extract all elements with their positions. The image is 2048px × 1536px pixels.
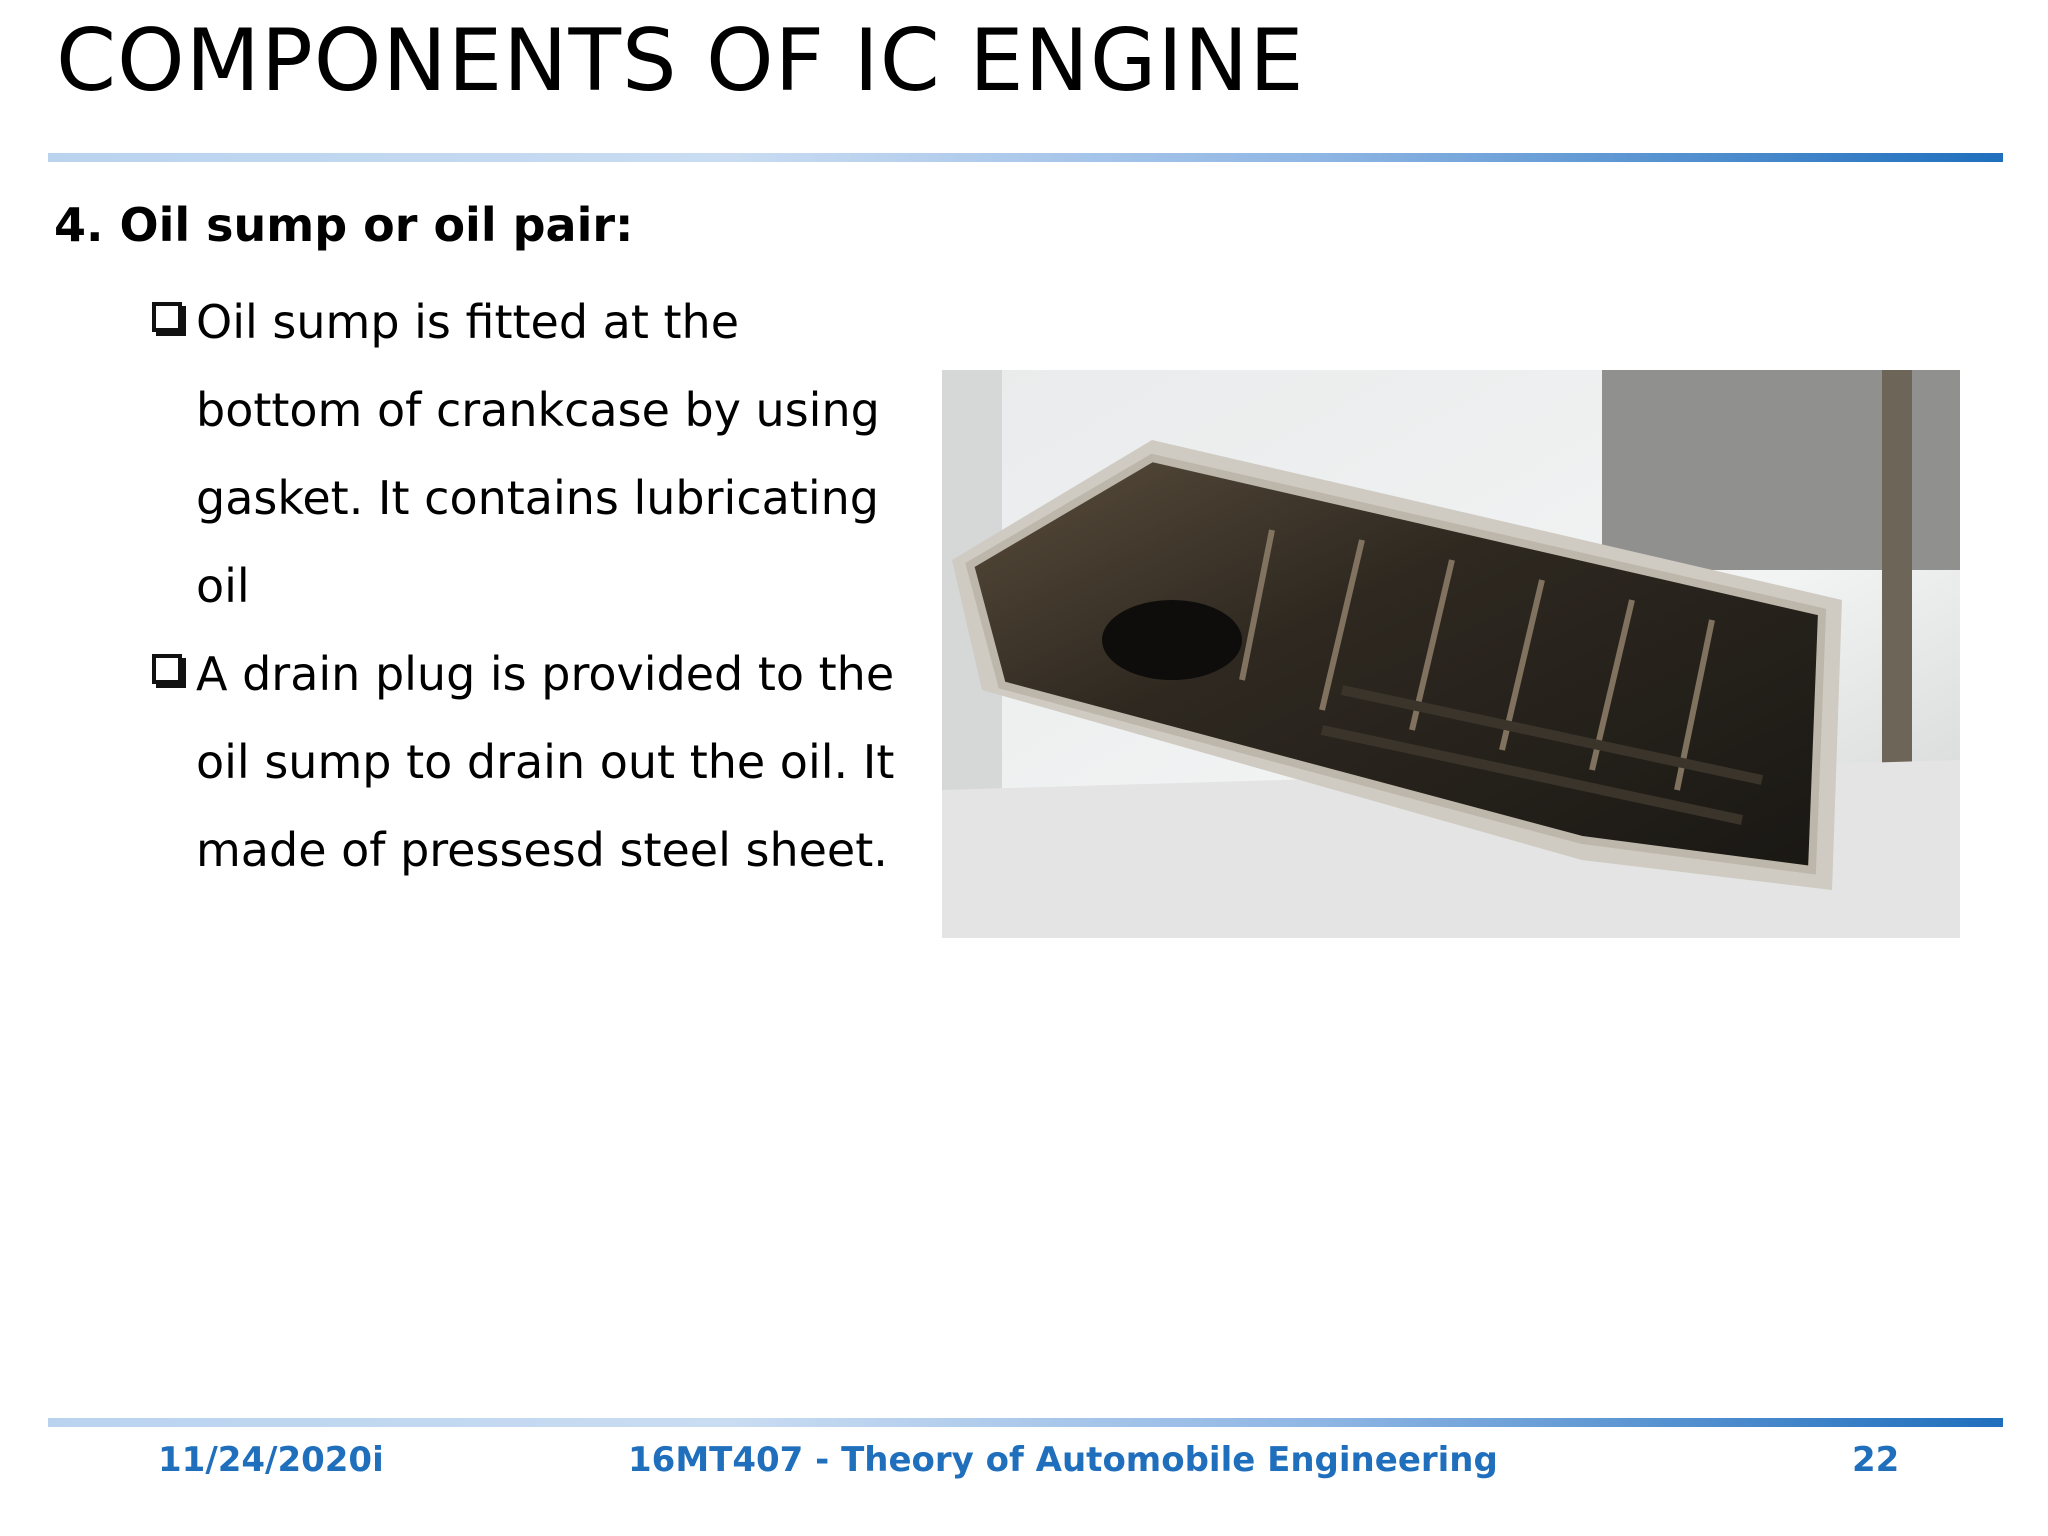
- bullet-text: Oil sump is fitted at the bottom of crankcase by using gasket. It contains lubricating oil: [196, 295, 880, 613]
- bullet-item: [152, 630, 912, 894]
- checkbox-bullet-icon: [152, 302, 182, 332]
- footer-date: 11/24/2020i: [158, 1440, 384, 1480]
- bullet-item: [152, 278, 912, 630]
- section-heading: 4. Oil sump or oil pair:: [54, 198, 634, 252]
- oil-sump-photo: [942, 370, 1960, 938]
- bullet-text: A drain plug is provided to the oil sump to drain out the oil. It made of pressesd steel sheet.: [196, 647, 895, 877]
- title-divider: [48, 153, 2003, 162]
- footer-divider: [48, 1418, 2003, 1427]
- checkbox-bullet-icon: [152, 654, 182, 684]
- bullet-list: [152, 278, 912, 894]
- slide-title: COMPONENTS OF IC ENGINE: [56, 11, 1305, 111]
- footer-course-title: 16MT407 - Theory of Automobile Engineering: [628, 1440, 1498, 1480]
- page-number: 22: [1852, 1440, 1900, 1480]
